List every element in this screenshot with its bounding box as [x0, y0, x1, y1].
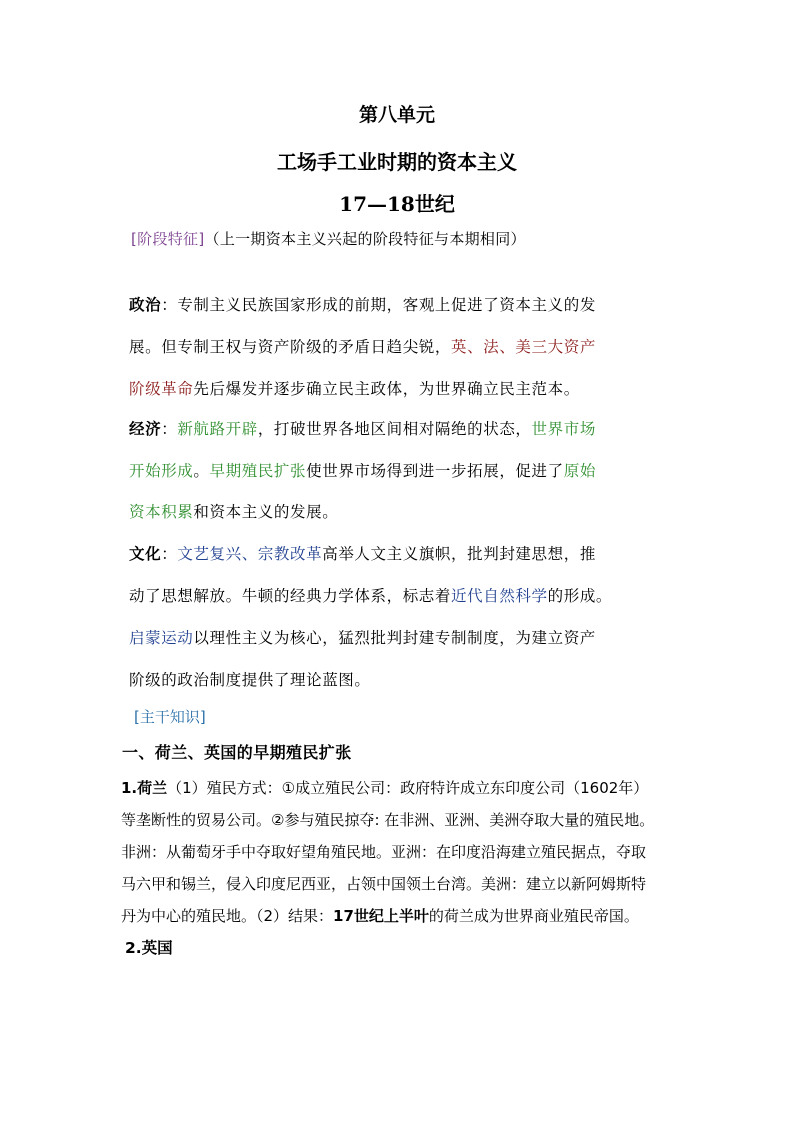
stage-line: [131, 228, 526, 249]
culture-line-2: 动了思想解放。牛顿的经典力学体系，标志着近代自然科学的形成。: [129, 587, 613, 605]
england-heading: 2.英国: [125, 939, 173, 957]
economy-line-2: 开始形成。早期殖民扩张使世界市场得到进一步拓展，促进了原始: [129, 462, 596, 480]
politics-line-3: 阶级革命先后爆发并逐步确立民主政体，为世界确立民主范本。: [129, 380, 580, 398]
stage-note: （上一期资本主义兴起的阶段特征与本期相同）: [204, 230, 526, 248]
economy-line-1: 经济：新航路开辟，打破世界各地区间相对隔绝的状态，世界市场: [129, 420, 596, 438]
period-title: 17—18世纪: [339, 192, 455, 216]
paragraph-line-2: 等垄断性的贸易公司。②参与殖民掠夺: 在非洲、亚洲、美洲夺取大量的殖民地。: [121, 811, 655, 829]
paragraph-line-5: 丹为中心的殖民地。（2）结果：17世纪上半叶的荷兰成为世界商业殖民帝国。: [121, 907, 639, 925]
culture-line-4: 阶级的政治制度提供了理论蓝图。: [129, 671, 371, 689]
economy-label: 经济: [129, 420, 162, 438]
culture-label: 文化: [129, 545, 162, 563]
netherlands-heading: 1.荷兰: [121, 779, 168, 797]
stage-label: [阶段特征]: [131, 230, 205, 248]
main-knowledge-label: [主干知识]: [134, 708, 206, 726]
paragraph-line-3: 非洲：从葡萄牙手中夺取好望角殖民地。亚洲：在印度沿海建立殖民据点，夺取: [121, 843, 647, 861]
revolution-highlight: 英、法、美三大资产: [451, 338, 596, 356]
paragraph-line-4: 马六甲和锡兰，侵入印度尼西亚，占领中国领土台湾。美洲：建立以新阿姆斯特: [121, 875, 647, 893]
culture-line-3: 启蒙运动以理性主义为核心，猛烈批判封建专制制度，为建立资产: [129, 629, 596, 647]
economy-line-3: 资本积累和资本主义的发展。: [129, 503, 339, 521]
politics-line-1: 政治：专制主义民族国家形成的前期，客观上促进了资本主义的发: [129, 296, 596, 314]
unit-title: 第八单元: [358, 104, 435, 126]
politics-line-2: 展。但专制王权与资产阶级的矛盾日趋尖锐，英、法、美三大资产: [129, 338, 596, 356]
paragraph-line-1: 1.荷兰（1）殖民方式：①成立殖民公司：政府特许成立东印度公司（1602年）: [121, 779, 649, 797]
politics-label: 政治: [129, 296, 162, 314]
topic-title: 工场手工业时期的资本主义: [277, 150, 517, 174]
section-heading: 一、荷兰、英国的早期殖民扩张: [122, 743, 352, 762]
culture-line-1: 文化：文艺复兴、宗教改革高举人文主义旗帜，批判封建思想，推: [129, 545, 596, 563]
